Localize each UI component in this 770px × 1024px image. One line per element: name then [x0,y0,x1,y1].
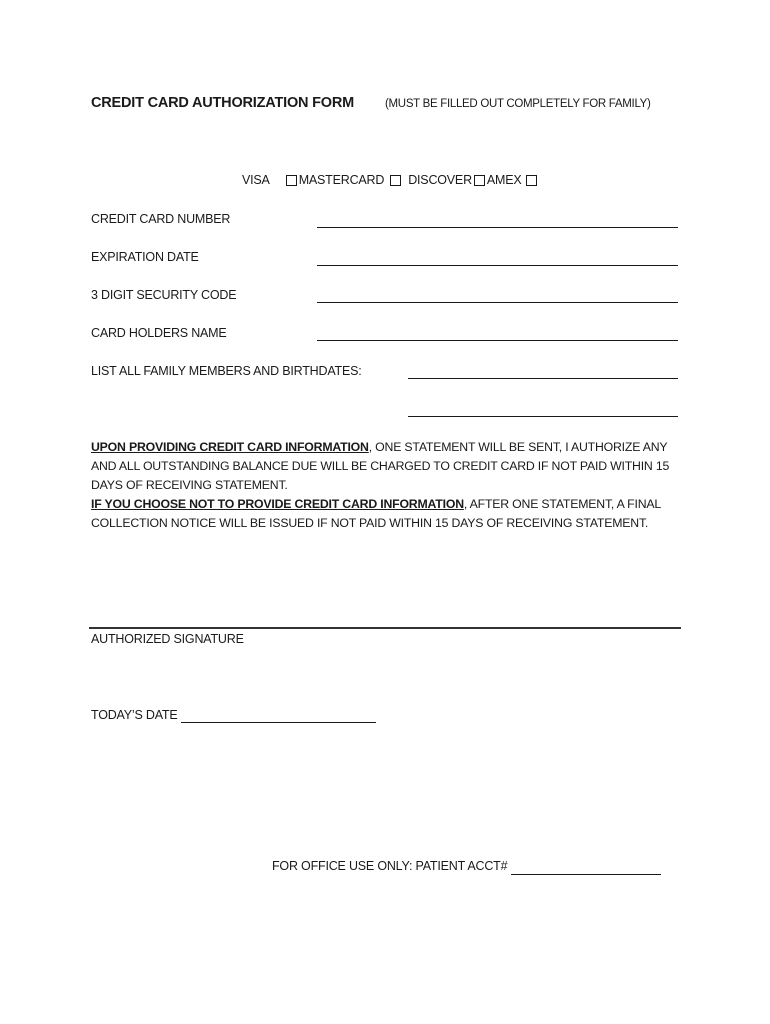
visa-checkbox[interactable] [286,175,297,186]
expiration-date-field[interactable] [317,265,678,266]
date-field[interactable] [181,722,376,723]
card-number-label: CREDIT CARD NUMBER [91,212,231,226]
office-use-label: FOR OFFICE USE ONLY: PATIENT ACCT# [272,859,508,873]
form-title: CREDIT CARD AUTHORIZATION FORM [91,95,355,111]
date-label: TODAY’S DATE [91,708,178,722]
card-holder-name-label: CARD HOLDERS NAME [91,326,227,340]
card-type-label-visa: VISA [242,173,270,187]
terms-text-not-provide: , AFTER ONE STATEMENT, A FINAL COLLECTION NOTICE WILL BE ISSUED IF NOT PAID WITHIN 15 DAYS OF RECEIVING STATEMENT. [91,497,661,530]
form-subtitle: (MUST BE FILLED OUT COMPLETELY FOR FAMILY) [385,98,651,110]
amex-checkbox[interactable] [526,175,537,186]
family-members-label: LIST ALL FAMILY MEMBERS AND BIRTHDATES: [91,364,362,378]
card-number-field[interactable] [317,227,678,228]
security-code-field[interactable] [317,302,678,303]
terms-text-provide: , ONE STATEMENT WILL BE SENT, I AUTHORIZE ANY AND ALL OUTSTANDING BALANCE DUE WILL BE CHARGED TO CREDIT CARD IF NOT PAID WITHIN 15 DAYS OF RECEIVING STATEMENT. [91,440,670,492]
mastercard-checkbox[interactable] [390,175,401,186]
terms-heading-not-provide: IF YOU CHOOSE NOT TO PROVIDE CREDIT CARD INFORMATION [91,497,464,511]
card-type-label-mastercard: MASTERCARD [298,173,385,187]
patient-account-field[interactable] [511,874,661,875]
signature-label: AUTHORIZED SIGNATURE [91,632,244,646]
family-members-field-2[interactable] [408,416,678,417]
discover-checkbox[interactable] [474,175,485,186]
card-type-label-discover: DISCOVER [408,173,472,187]
signature-line[interactable] [89,627,681,629]
card-type-label-amex: AMEX [486,173,522,187]
security-code-label: 3 DIGIT SECURITY CODE [91,288,237,302]
authorization-terms [91,438,691,533]
card-type-selector [242,173,539,187]
family-members-field-1[interactable] [408,378,678,379]
expiration-date-label: EXPIRATION DATE [91,250,199,264]
terms-heading-provide: UPON PROVIDING CREDIT CARD INFORMATION [91,440,369,454]
card-holder-name-field[interactable] [317,340,678,341]
